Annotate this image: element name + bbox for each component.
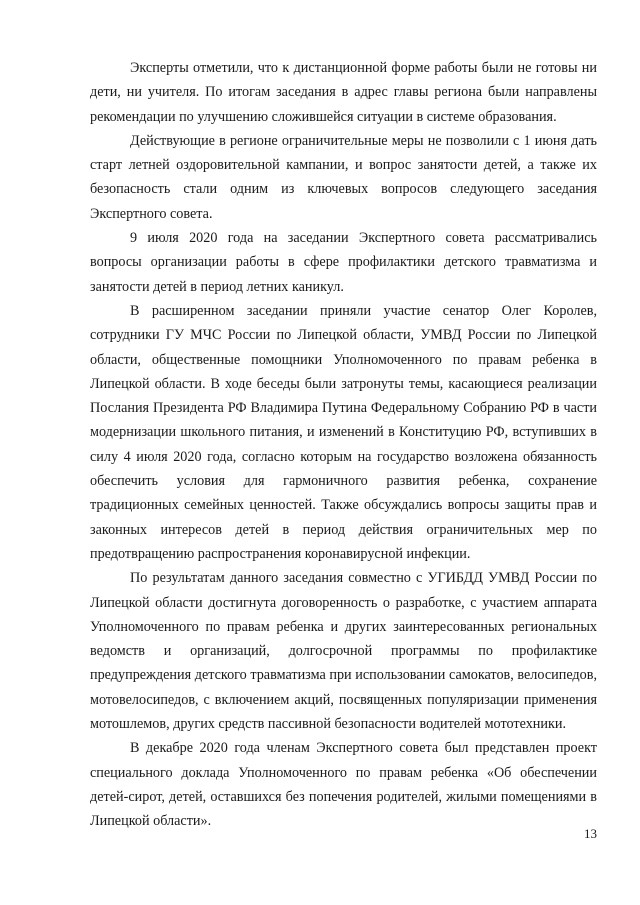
paragraph-distance-learning: Эксперты отметили, что к дистанционной форме работы были не готовы ни дети, ни учителя. По итогам заседания в адрес главы региона были направлены рекомендации по улучшению сложившейся ситуации в системе образования. (90, 60, 597, 125)
paragraph-summer-campaign: Действующие в регионе ограничительные меры не позволили с 1 июня дать старт летней оздоровительной кампании, и вопрос занятости детей, а также их безопасность стали одним из ключевых вопросов следующего заседания Экспертного совета. (90, 132, 597, 222)
paragraph-december-report: В декабре 2020 года членам Экспертного совета был представлен проект специального доклада Уполномоченного по правам ребенка «Об обеспечении детей-сирот, детей, оставшихся без попечения родителей, жилыми помещениями в Липецкой области». (90, 740, 597, 830)
paragraph-july-meeting: 9 июля 2020 года на заседании Экспертного совета рассматривались вопросы организации работы в сфере профилактики детского травматизма и занятости детей в период летних каникул. (90, 230, 597, 295)
paragraph-extended-meeting: В расширенном заседании приняли участие сенатор Олег Королев, сотрудники ГУ МЧС России по Липецкой области, УМВД России по Липецкой области, общественные помощники Уполномоченного по правам ребенка в Липецкой области. В ходе беседы были затронуты темы, касающиеся реализации Послания Президента РФ Владимира Путина Федеральному Собранию РФ в части модернизации школьного питания, и изменений в Конституцию РФ, вступивших в силу 4 июля 2020 года, согласно которым на государство возложена обязанность обеспечить условия для гармоничного развития ребенка, сохранение традиционных семейных ценностей. Также обсуждались вопросы защиты прав и законных интересов детей в период действия ограничительных мер по предотвращению распространения коронавирусной инфекции. (90, 302, 597, 562)
paragraph-meeting-results: По результатам данного заседания совместно с УГИБДД УМВД России по Липецкой области достигнута договоренность о разработке, с участием аппарата Уполномоченного по правам ребенка и других заинтересованных региональных ведомств и организаций, долгосрочной программы по профилактике предупреждения детского травматизма при использовании самокатов, велосипедов, мотовелосипедов, с включением акций, посвященных популяризации применения мотошлемов, других средств пассивной безопасности водителей мототехники. (90, 570, 597, 733)
page-number: 13 (584, 826, 597, 841)
body-text (90, 56, 597, 834)
